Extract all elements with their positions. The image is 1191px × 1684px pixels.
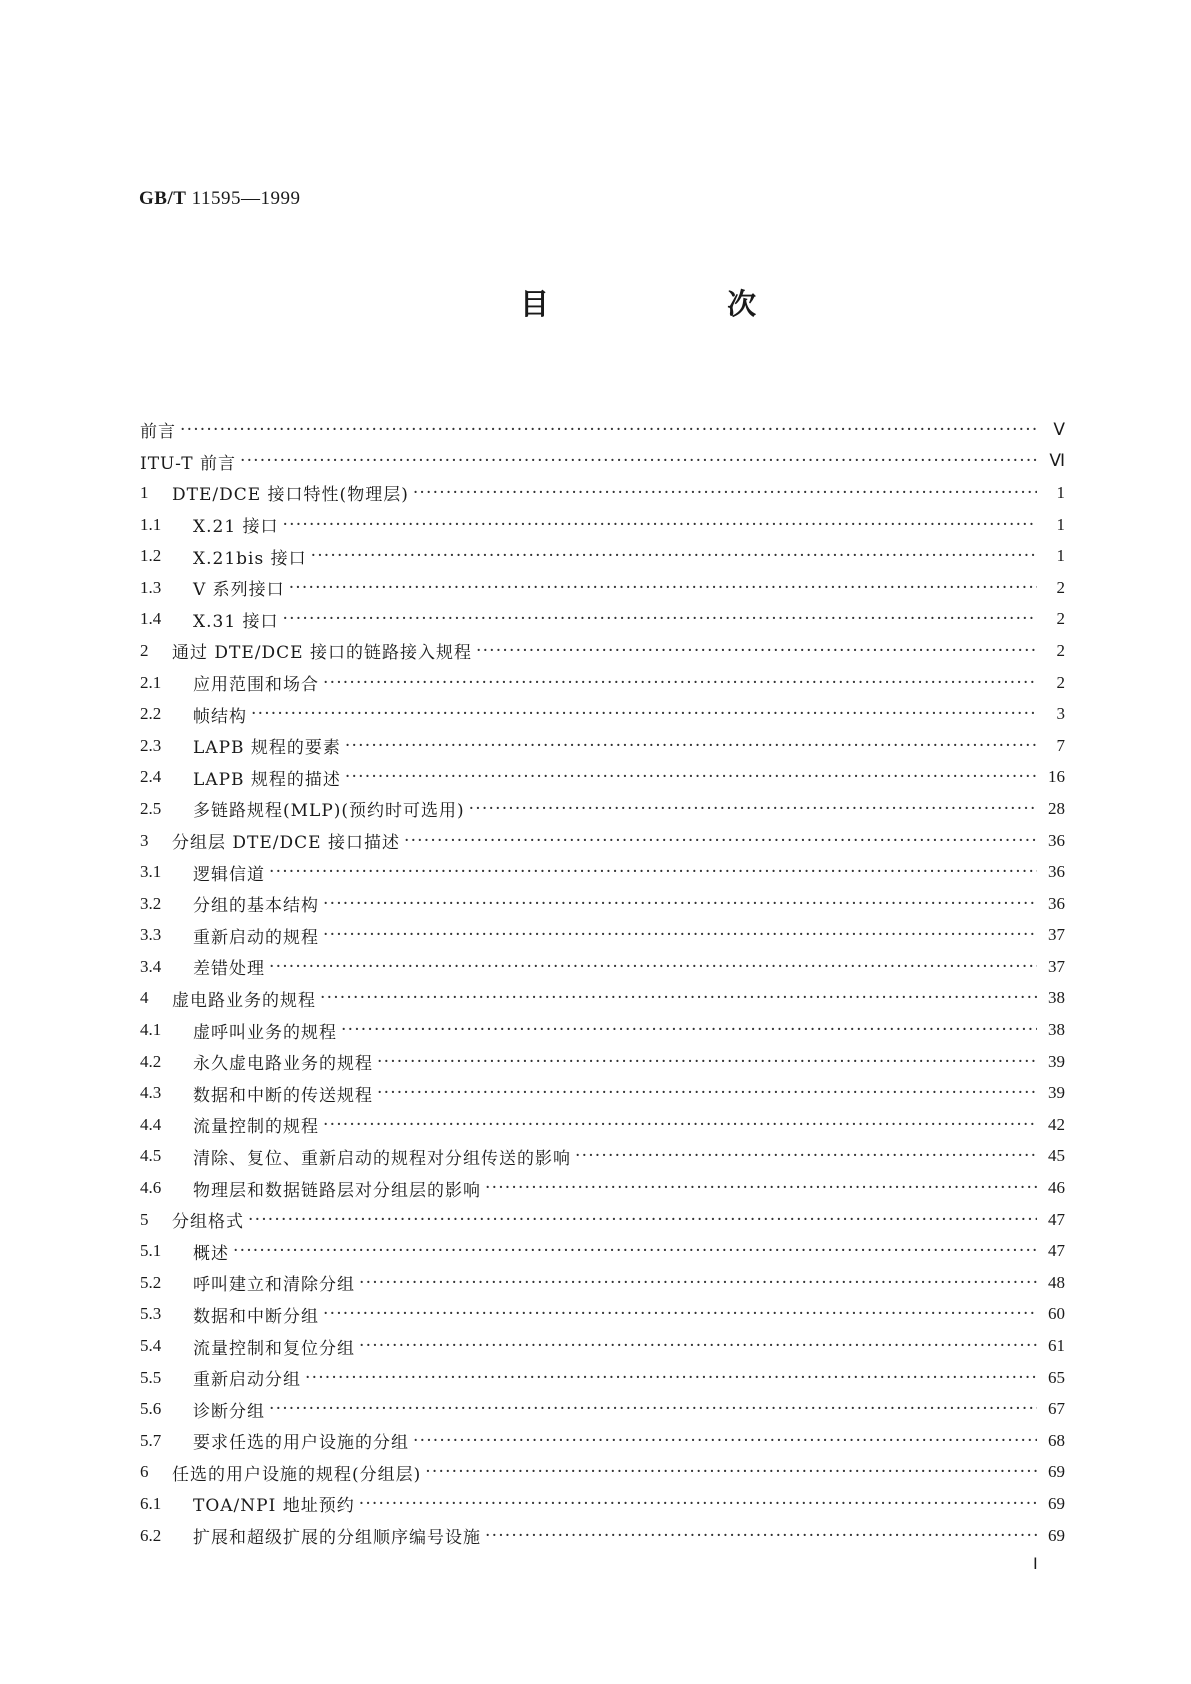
toc-entry[interactable] xyxy=(140,572,1065,604)
toc-entry[interactable] xyxy=(140,604,1065,636)
toc-entry-title: DTE/DCE 接口特性(物理层) xyxy=(172,485,409,506)
toc-entry-title: 帧结构 xyxy=(193,706,247,727)
toc-entry-title: X.21 接口 xyxy=(193,517,279,538)
toc-entry-page: 69 xyxy=(1048,1462,1065,1482)
toc-entry-page: 38 xyxy=(1048,1020,1065,1040)
toc-dot-leader xyxy=(359,1273,1037,1293)
toc-entry[interactable] xyxy=(140,1014,1065,1046)
toc-entry[interactable] xyxy=(140,1267,1065,1299)
toc-entry-number: 6.1 xyxy=(140,1493,162,1513)
toc-entry[interactable] xyxy=(140,509,1065,541)
toc-entry[interactable] xyxy=(140,1520,1065,1552)
toc-dot-leader xyxy=(180,420,1037,440)
toc-entry-page: 1 xyxy=(1056,514,1065,534)
toc-dot-leader xyxy=(476,641,1037,661)
toc-entry-number: 2.5 xyxy=(140,798,162,818)
toc-entry-title: 分组格式 xyxy=(172,1212,244,1233)
toc-entry-number: 5.7 xyxy=(140,1430,162,1450)
toc-dot-leader xyxy=(413,1431,1037,1451)
toc-dot-leader xyxy=(345,736,1037,756)
toc-entry-title: 流量控制的规程 xyxy=(193,1117,319,1138)
toc-entry-page: 2 xyxy=(1056,577,1065,597)
toc-entry[interactable] xyxy=(140,414,1065,446)
toc-entry-number: 4.5 xyxy=(140,1146,162,1166)
toc-entry[interactable] xyxy=(140,477,1065,509)
toc-dot-leader xyxy=(269,1399,1037,1419)
toc-entry[interactable] xyxy=(140,762,1065,794)
toc-entry-title: 扩展和超级扩展的分组顺序编号设施 xyxy=(193,1528,481,1549)
toc-entry[interactable] xyxy=(140,1109,1065,1141)
toc-entry[interactable] xyxy=(140,1235,1065,1267)
toc-entry-title: 差错处理 xyxy=(193,959,265,980)
toc-entry-page: 1 xyxy=(1056,546,1065,566)
toc-entry-title: TOA/NPI 地址预约 xyxy=(193,1496,355,1517)
toc-entry-title: 清除、复位、重新启动的规程对分组传送的影响 xyxy=(193,1148,571,1169)
toc-entry-page: 16 xyxy=(1048,767,1065,787)
toc-entry-page: 2 xyxy=(1056,609,1065,629)
toc-entry[interactable] xyxy=(140,1425,1065,1457)
toc-entry-page: 2 xyxy=(1056,640,1065,660)
toc-entry-page: 28 xyxy=(1048,798,1065,818)
toc-entry[interactable] xyxy=(140,635,1065,667)
toc-entry-page: 2 xyxy=(1056,672,1065,692)
toc-dot-leader xyxy=(377,1052,1037,1072)
toc-entry-title: 任选的用户设施的规程(分组层) xyxy=(172,1464,422,1485)
toc-entry-number: 2.2 xyxy=(140,704,162,724)
toc-entry-title: 永久虚电路业务的规程 xyxy=(193,1054,373,1075)
toc-entry-page: 60 xyxy=(1048,1304,1065,1324)
toc-dot-leader xyxy=(345,767,1037,787)
toc-entry-number: 5.3 xyxy=(140,1304,162,1324)
toc-entry-page: Ⅴ xyxy=(1053,419,1065,439)
toc-entry-page: 48 xyxy=(1048,1272,1065,1292)
toc-entry-number: 5.1 xyxy=(140,1241,162,1261)
toc-entry-title: 流量控制和复位分组 xyxy=(193,1338,355,1359)
toc-entry-number: 5.5 xyxy=(140,1367,162,1387)
toc-dot-leader xyxy=(413,483,1037,503)
toc-entry-title: 分组层 DTE/DCE 接口描述 xyxy=(172,833,400,854)
toc-entry-page: 42 xyxy=(1048,1114,1065,1134)
toc-entry[interactable] xyxy=(140,1046,1065,1078)
standard-code xyxy=(139,188,300,210)
toc-entry-page: 46 xyxy=(1048,1178,1065,1198)
toc-entry-number: 3.1 xyxy=(140,862,162,882)
toc-dot-leader xyxy=(404,831,1037,851)
toc-entry-number: 5.4 xyxy=(140,1336,162,1356)
toc-entry[interactable] xyxy=(140,888,1065,920)
toc-dot-leader xyxy=(320,988,1037,1008)
toc-entry-number: 1.1 xyxy=(140,514,162,534)
toc-entry[interactable] xyxy=(140,698,1065,730)
toc-entry-page: 37 xyxy=(1048,925,1065,945)
toc-dot-leader xyxy=(269,957,1037,977)
toc-dot-leader xyxy=(323,1115,1037,1135)
toc-entry-title: 数据和中断的传送规程 xyxy=(193,1085,373,1106)
toc-entry-number: 5 xyxy=(140,1209,149,1229)
toc-dot-leader xyxy=(283,609,1037,629)
toc-entry[interactable] xyxy=(140,1299,1065,1331)
toc-entry[interactable] xyxy=(140,1330,1065,1362)
toc-dot-leader xyxy=(425,1462,1037,1482)
toc-dot-leader xyxy=(377,1083,1037,1103)
toc-dot-leader xyxy=(311,546,1037,566)
toc-entry-number: 3 xyxy=(140,830,149,850)
toc-dot-leader xyxy=(359,1336,1037,1356)
toc-entry-number: 1.4 xyxy=(140,609,162,629)
toc-entry-title: 要求任选的用户设施的分组 xyxy=(193,1433,409,1454)
toc-entry-page: 61 xyxy=(1048,1336,1065,1356)
toc-entry[interactable] xyxy=(140,1457,1065,1489)
toc-entry-number: 4.4 xyxy=(140,1114,162,1134)
toc-entry-page: 69 xyxy=(1048,1493,1065,1513)
toc-entry-title: 逻辑信道 xyxy=(193,864,265,885)
toc-entry-title: 通过 DTE/DCE 接口的链路接入规程 xyxy=(172,643,472,664)
toc-dot-leader xyxy=(323,925,1037,945)
toc-entry[interactable] xyxy=(140,856,1065,888)
toc-entry-page: 7 xyxy=(1056,735,1065,755)
toc-entry-number: 1.2 xyxy=(140,546,162,566)
toc-entry-title: 诊断分组 xyxy=(193,1401,265,1422)
toc-entry-number: 3.4 xyxy=(140,956,162,976)
toc-entry-title: 虚电路业务的规程 xyxy=(172,990,316,1011)
toc-entry-page: 67 xyxy=(1048,1399,1065,1419)
toc-entry-title: 重新启动的规程 xyxy=(193,927,319,948)
toc-entry-number: 1.3 xyxy=(140,577,162,597)
toc-entry[interactable] xyxy=(140,951,1065,983)
toc-entry-number: 2.4 xyxy=(140,767,162,787)
toc-entry[interactable] xyxy=(140,1393,1065,1425)
toc-entry-page: 36 xyxy=(1048,830,1065,850)
toc-dot-leader xyxy=(323,1304,1037,1324)
toc-dot-leader xyxy=(240,451,1037,471)
toc-entry-title: 前言 xyxy=(140,422,176,443)
toc-entry-number: 3.2 xyxy=(140,893,162,913)
toc-dot-leader xyxy=(469,799,1037,819)
toc-entry-number: 2 xyxy=(140,640,149,660)
toc-dot-leader xyxy=(305,1368,1037,1388)
toc-entry-page: 36 xyxy=(1048,862,1065,882)
toc-entry-title: LAPB 规程的描述 xyxy=(193,769,341,790)
page-number: Ⅰ xyxy=(1033,1556,1038,1573)
toc-entry-title: 重新启动分组 xyxy=(193,1370,301,1391)
toc-entry-title: 分组的基本结构 xyxy=(193,896,319,917)
toc-entry-number: 4.3 xyxy=(140,1083,162,1103)
toc-entry[interactable] xyxy=(140,446,1065,478)
toc-entry-title: X.21bis 接口 xyxy=(193,548,307,569)
toc-entry-number: 5.2 xyxy=(140,1272,162,1292)
toc-dot-leader xyxy=(575,1146,1037,1166)
toc-entry-title: 应用范围和场合 xyxy=(193,675,319,696)
toc-entry-title: 呼叫建立和清除分组 xyxy=(193,1275,355,1296)
toc-dot-leader xyxy=(341,1020,1037,1040)
toc-entry-number: 2.3 xyxy=(140,735,162,755)
toc-entry[interactable] xyxy=(140,920,1065,952)
toc-entry-number: 3.3 xyxy=(140,925,162,945)
toc-entry-number: 4.2 xyxy=(140,1051,162,1071)
toc-entry-page: 39 xyxy=(1048,1051,1065,1071)
toc-entry-page: 69 xyxy=(1048,1525,1065,1545)
toc-entry-page: 68 xyxy=(1048,1430,1065,1450)
toc-entry-title: 概述 xyxy=(193,1243,229,1264)
toc-entry-page: 65 xyxy=(1048,1367,1065,1387)
toc-entry-page: 39 xyxy=(1048,1083,1065,1103)
toc-entry-page: 47 xyxy=(1048,1241,1065,1261)
toc-entry[interactable] xyxy=(140,983,1065,1015)
toc-dot-leader xyxy=(233,1241,1037,1261)
toc-entry[interactable] xyxy=(140,667,1065,699)
toc-dot-leader xyxy=(283,515,1037,535)
toc-entry-page: 47 xyxy=(1048,1209,1065,1229)
toc-entry-number: 4 xyxy=(140,988,149,1008)
toc-entry-number: 4.6 xyxy=(140,1178,162,1198)
toc-entry-page: 38 xyxy=(1048,988,1065,1008)
toc-dot-leader xyxy=(485,1178,1037,1198)
toc-entry-title: 虚呼叫业务的规程 xyxy=(193,1022,337,1043)
toc-entry[interactable] xyxy=(140,730,1065,762)
standard-code-number: 11595—1999 xyxy=(191,188,301,209)
toc-entry[interactable] xyxy=(140,1204,1065,1236)
toc-dot-leader xyxy=(359,1494,1037,1514)
toc-entry-number: 5.6 xyxy=(140,1399,162,1419)
toc-dot-leader xyxy=(485,1526,1037,1546)
toc-dot-leader xyxy=(269,862,1037,882)
toc-entry-page: 1 xyxy=(1056,482,1065,502)
toc-entry-page: 37 xyxy=(1048,956,1065,976)
toc-entry-number: 4.1 xyxy=(140,1020,162,1040)
toc-dot-leader xyxy=(323,673,1037,693)
toc-entry-title: 多链路规程(MLP)(预约时可选用) xyxy=(193,801,465,822)
toc-entry-page: Ⅵ xyxy=(1049,451,1065,471)
toc-dot-leader xyxy=(251,704,1037,724)
toc-entry[interactable] xyxy=(140,1488,1065,1520)
toc-dot-leader xyxy=(323,894,1037,914)
toc-entry-number: 6 xyxy=(140,1462,149,1482)
toc-dot-leader xyxy=(289,578,1037,598)
toc-dot-leader xyxy=(248,1210,1037,1230)
toc-entry-number: 6.2 xyxy=(140,1525,162,1545)
toc-entry[interactable] xyxy=(140,1077,1065,1109)
toc-entry-title: ITU-T 前言 xyxy=(140,453,236,474)
toc-entry-page: 45 xyxy=(1048,1146,1065,1166)
toc-entry[interactable] xyxy=(140,825,1065,857)
toc-entry-number: 1 xyxy=(140,482,149,502)
toc-entry-title: V 系列接口 xyxy=(193,580,285,601)
toc-entry-page: 36 xyxy=(1048,893,1065,913)
toc-entry-title: X.31 接口 xyxy=(193,611,279,632)
toc-entry-title: LAPB 规程的要素 xyxy=(193,738,341,759)
toc-entry[interactable] xyxy=(140,793,1065,825)
toc-entry[interactable] xyxy=(140,1172,1065,1204)
table-of-contents xyxy=(140,414,1065,1551)
toc-entry[interactable] xyxy=(140,1141,1065,1173)
toc-entry[interactable] xyxy=(140,540,1065,572)
standard-code-prefix: GB/T xyxy=(139,188,187,209)
toc-entry-number: 2.1 xyxy=(140,672,162,692)
toc-entry-page: 3 xyxy=(1056,704,1065,724)
toc-entry-title: 物理层和数据链路层对分组层的影响 xyxy=(193,1180,481,1201)
toc-title: 目 次 xyxy=(520,287,841,321)
toc-entry[interactable] xyxy=(140,1362,1065,1394)
toc-entry-title: 数据和中断分组 xyxy=(193,1306,319,1327)
